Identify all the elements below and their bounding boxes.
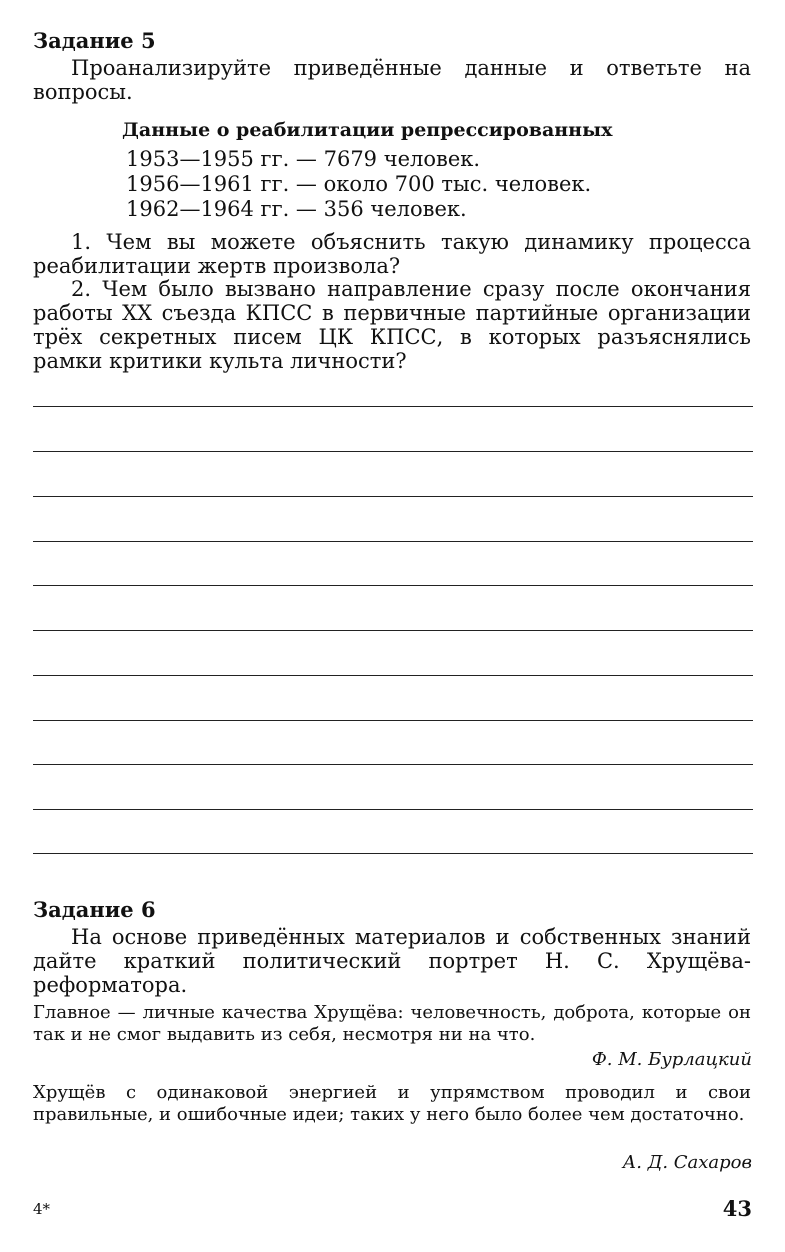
question-2: 2. Чем было вызвано направление сразу после окончания работы XX съезда КПСС в первичные партийные организации трёх секретных писем ЦК КПСС, в которых разъяснялись рамки критики культа личности?: [33, 277, 751, 373]
quote-text: Хрущёв с одинаковой энергией и упрямством проводил и свои правильные, и ошибочные идеи; таких у него было более чем достаточно.: [33, 1082, 751, 1125]
answer-line[interactable]: [33, 764, 753, 765]
question-1: 1. Чем вы можете объяснить такую динамику процесса реабилитации жертв произвола?: [33, 230, 751, 278]
data-line: 1953—1955 гг. — 7679 человек.: [126, 147, 481, 171]
answer-line[interactable]: [33, 809, 753, 810]
answer-line[interactable]: [33, 406, 753, 407]
signature-mark: 4*: [33, 1200, 51, 1218]
answer-line[interactable]: [33, 720, 753, 721]
data-line: 1962—1964 гг. — 356 человек.: [126, 197, 467, 221]
task5-intro: Проанализируйте приведённые данные и ответьте на вопросы.: [33, 56, 751, 104]
task6-intro: На основе приведённых материалов и собственных знаний дайте краткий политический портрет Н. С. Хрущёва-реформатора.: [33, 925, 751, 997]
task5-title: Задание 5: [33, 28, 156, 53]
answer-line[interactable]: [33, 451, 753, 452]
data-line: 1956—1961 гг. — около 700 тыс. человек.: [126, 172, 592, 196]
data-table-title: Данные о реабилитации репрессированных: [122, 119, 613, 141]
page-number: 43: [722, 1196, 752, 1221]
quote-author: А. Д. Сахаров: [622, 1152, 752, 1173]
answer-line[interactable]: [33, 496, 753, 497]
answer-line[interactable]: [33, 675, 753, 676]
answer-line[interactable]: [33, 541, 753, 542]
answer-line[interactable]: [33, 585, 753, 586]
quote-author: Ф. М. Бурлацкий: [591, 1049, 752, 1070]
task6-title: Задание 6: [33, 897, 156, 922]
answer-line[interactable]: [33, 630, 753, 631]
answer-line[interactable]: [33, 853, 753, 854]
quote-text: Главное — личные качества Хрущёва: человечность, доброта, которые он так и не смог выдавить из себя, несмотря ни на что.: [33, 1002, 751, 1045]
